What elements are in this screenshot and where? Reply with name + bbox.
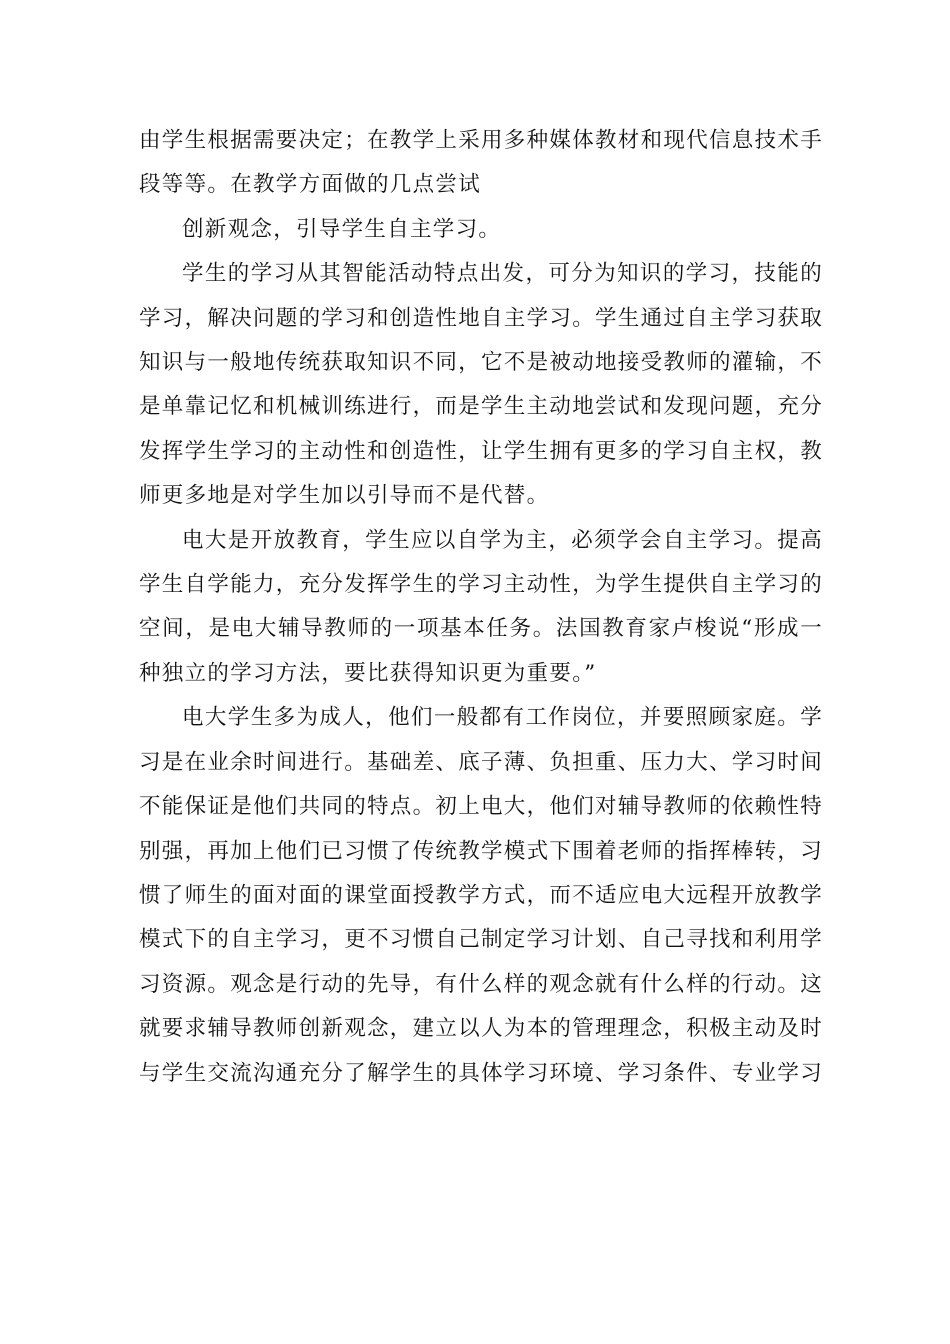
paragraph: 电大是开放教育，学生应以自学为主，必须学会自主学习。提高学生自学能力，充分发挥学生的学习主动性，为学生提供自主学习的空间，是电大辅导教师的一项基本任务。法国教育家卢梭说“形成一种独立的学习方法，要比获得知识更为重要。” — [139, 527, 824, 686]
paragraph-heading: 创新观念，引导学生自主学习。 — [182, 216, 502, 242]
paragraph: 学生的学习从其智能活动特点出发，可分为知识的学习，技能的学习，解决问题的学习和创造性地自主学习。学生通过自主学习获取知识与一般地传统获取知识不同，它不是被动地接受教师的灌输，不是单靠记忆和机械训练进行，而是学生主动地尝试和发现问题，充分发挥学生学习的主动性和创造性，让学生拥有更多的学习自主权，教师更多地是对学生加以引导而不是代替。 — [139, 261, 824, 509]
paragraph-continuation: 由学生根据需要决定；在教学上采用多种媒体教材和现代信息技术手段等等。在教学方面做的几点尝试 — [139, 128, 824, 198]
document-body — [139, 119, 823, 1096]
paragraph: 电大学生多为成人，他们一般都有工作岗位，并要照顾家庭。学习是在业余时间进行。基础差、底子薄、负担重、压力大、学习时间不能保证是他们共同的特点。初上电大，他们对辅导教师的依赖性特别强，再加上他们已习惯了传统教学模式下围着老师的指挥棒转，习惯了师生的面对面的课堂面授教学方式，而不适应电大远程开放教学模式下的自主学习，更不习惯自己制定学习计划、自己寻找和利用学习资源。观念是行动的先导，有什么样的观念就有什么样的行动。这就要求辅导教师创新观念，建立以人为本的管理理念，积极主动及时与学生交流沟通充分了解学生的具体学习环境、学习条件、专业学习 — [139, 705, 824, 1086]
